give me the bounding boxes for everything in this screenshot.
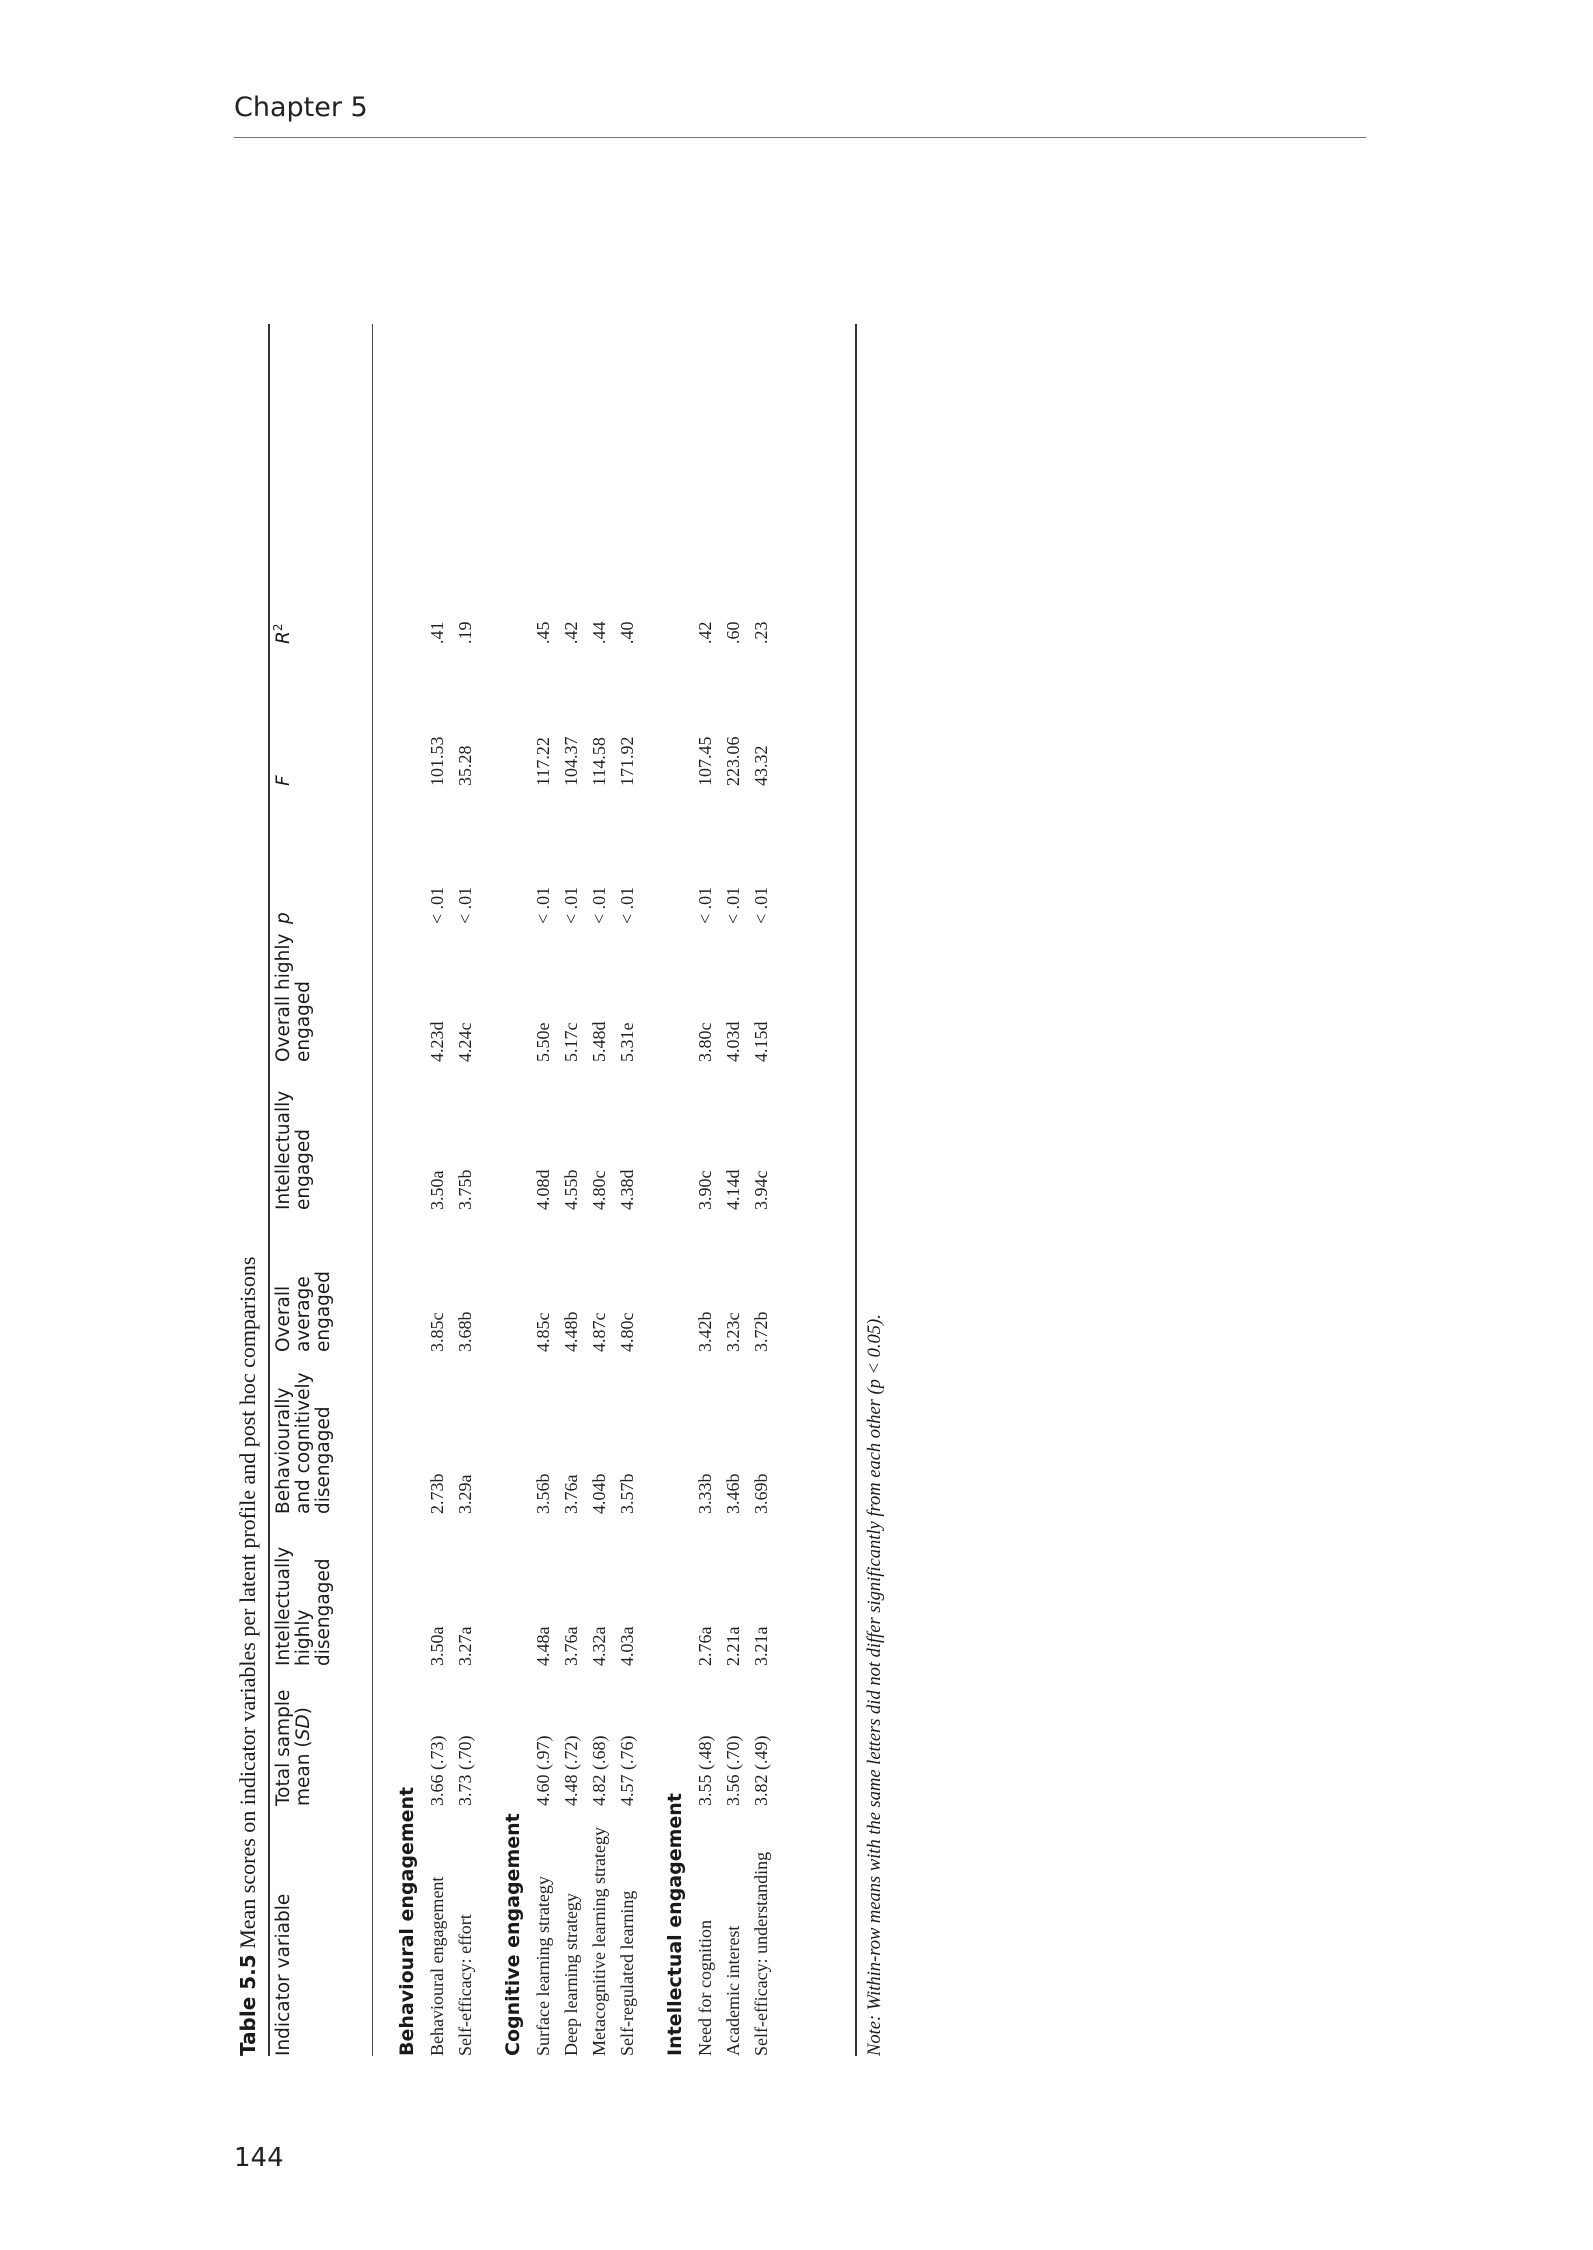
cell-c5: 3.50a	[427, 1170, 447, 1210]
cell-p: < .01	[695, 886, 715, 924]
cell-c2: 4.32a	[589, 1626, 609, 1666]
cell-c3: 3.33b	[695, 1473, 715, 1514]
cell-p: < .01	[751, 886, 771, 924]
cell-label: Metacognitive learning strategy	[589, 1827, 609, 2056]
group-title: Cognitive engagement	[502, 1813, 524, 2056]
cell-total: 4.60 (.97)	[533, 1735, 553, 1806]
cell-c4: 3.42b	[695, 1311, 715, 1352]
cell-c4: 3.72b	[751, 1311, 771, 1352]
cell-c5: 3.90c	[695, 1170, 715, 1210]
cell-c6: 4.03d	[723, 1021, 743, 1062]
cell-r2: .40	[617, 621, 637, 644]
header-r-squared	[270, 324, 372, 644]
cell-c6: 5.50e	[533, 1022, 553, 1062]
cell-r2: .45	[533, 621, 553, 644]
cell-c5: 4.80c	[589, 1170, 609, 1210]
cell-c3: 3.29a	[455, 1474, 475, 1514]
cell-c5: 3.75b	[455, 1169, 475, 1210]
cell-f: 35.28	[455, 745, 475, 786]
spacer-row	[642, 324, 664, 2056]
cell-total: 4.82 (.68)	[589, 1735, 609, 1806]
table-row	[424, 324, 452, 2056]
table-caption	[228, 106, 268, 2056]
cell-f: 114.58	[589, 737, 609, 786]
cell-f: 43.32	[751, 745, 771, 786]
table-row	[558, 324, 586, 2056]
cell-c2: 2.76a	[695, 1626, 715, 1666]
cell-c6: 5.17c	[561, 1022, 581, 1062]
cell-r2: .44	[589, 621, 609, 644]
cell-c6: 5.31e	[617, 1022, 637, 1062]
group-row-intellectual	[664, 324, 692, 2056]
rotated-table-block	[228, 106, 908, 2056]
cell-f: 104.37	[561, 736, 581, 786]
cell-total: 3.66 (.73)	[427, 1735, 447, 1806]
table-row	[748, 324, 776, 2056]
cell-c5: 4.08d	[533, 1169, 553, 1210]
cell-c6: 4.15d	[751, 1021, 771, 1062]
table-caption-label: Table 5.5	[236, 1954, 260, 2056]
header-r-sup: 2	[270, 623, 285, 632]
table-note: Note: Within-row means with the same letters did not differ significantly from each other (p < 0.05).	[865, 1314, 885, 2056]
header-total-mean-suffix: )	[293, 1707, 314, 1715]
cell-label: Self-efficacy: understanding	[751, 1851, 771, 2056]
cell-p: < .01	[561, 886, 581, 924]
table-bottom-rule	[855, 324, 857, 2056]
cell-c3: 3.76a	[561, 1474, 581, 1514]
cell-f: 171.92	[617, 736, 637, 786]
cell-c2: 3.76a	[561, 1626, 581, 1666]
cell-label: Need for cognition	[695, 1920, 715, 2056]
header-total-sample	[270, 1666, 372, 1806]
cell-r2: .42	[561, 621, 581, 644]
cell-c3: 2.73b	[427, 1473, 447, 1514]
cell-c6: 4.24c	[455, 1022, 475, 1062]
cell-total: 4.48 (.72)	[561, 1735, 581, 1806]
cell-c6: 4.23d	[427, 1021, 447, 1062]
cell-c4: 4.85c	[533, 1312, 553, 1352]
header-intellectually-highly-disengaged: Intellectually highly disengaged	[273, 1546, 334, 1666]
cell-c2: 3.21a	[751, 1626, 771, 1666]
cell-label: Deep learning strategy	[561, 1893, 581, 2056]
cell-c3: 3.46b	[723, 1473, 743, 1514]
cell-c2: 4.03a	[617, 1626, 637, 1666]
group-row-behavioural	[396, 324, 424, 2056]
cell-c6: 5.48d	[589, 1021, 609, 1062]
table-row	[452, 324, 480, 2056]
cell-c2: 3.50a	[427, 1626, 447, 1666]
cell-c4: 3.68b	[455, 1311, 475, 1352]
cell-p: < .01	[427, 886, 447, 924]
cell-r2: .60	[723, 621, 743, 644]
spacer-row	[480, 324, 502, 2056]
header-p: p	[273, 912, 294, 924]
gap-row	[372, 324, 396, 2056]
cell-f: 117.22	[533, 737, 553, 786]
table-caption-text: Mean scores on indicator variables per latent profile and post hoc comparisons	[235, 1256, 260, 1955]
header-total-sd: SD	[293, 1714, 314, 1741]
cell-c4: 3.23c	[723, 1312, 743, 1352]
cell-total: 3.73 (.70)	[455, 1735, 475, 1806]
cell-c5: 4.38d	[617, 1169, 637, 1210]
cell-c5: 3.94c	[751, 1170, 771, 1210]
table-row	[614, 324, 642, 2056]
cell-c4: 4.87c	[589, 1312, 609, 1352]
cell-p: < .01	[617, 886, 637, 924]
cell-total: 3.55 (.48)	[695, 1735, 715, 1806]
header-behaviourally-cognitively-disengaged: Behaviourally and cognitively disengaged	[273, 1372, 334, 1514]
cell-label: Surface learning strategy	[533, 1876, 553, 2056]
cell-label: Self-efficacy: effort	[455, 1914, 475, 2056]
cell-r2: .42	[695, 621, 715, 644]
group-title: Behavioural engagement	[396, 1786, 418, 2056]
cell-c3: 3.69b	[751, 1473, 771, 1514]
running-head: Chapter 5	[234, 92, 368, 123]
cell-total: 4.57 (.76)	[617, 1735, 637, 1806]
header-overall-average-engaged: Overall average engaged	[273, 1270, 334, 1352]
cell-p: < .01	[455, 886, 475, 924]
cell-label: Behavioural engagement	[427, 1876, 447, 2056]
header-indicator: Indicator variable	[273, 1893, 294, 2056]
cell-f: 223.06	[723, 736, 743, 786]
cell-c6: 3.80c	[695, 1022, 715, 1062]
cell-c3: 3.56b	[533, 1473, 553, 1514]
cell-label: Academic interest	[723, 1925, 743, 2056]
group-row-cognitive	[502, 324, 530, 2056]
cell-f: 101.53	[427, 736, 447, 786]
header-total-mean-prefix: mean (	[293, 1740, 314, 1806]
cell-c5: 4.55b	[561, 1169, 581, 1210]
cell-p: < .01	[533, 886, 553, 924]
cell-c4: 4.48b	[561, 1311, 581, 1352]
cell-label: Self-regulated learning	[617, 1890, 637, 2056]
cell-r2: .19	[455, 621, 475, 644]
cell-c2: 3.27a	[455, 1626, 475, 1666]
cell-total: 3.56 (.70)	[723, 1735, 743, 1806]
cell-r2: .23	[751, 621, 771, 644]
cell-c2: 2.21a	[723, 1626, 743, 1666]
cell-f: 107.45	[695, 736, 715, 786]
table-row	[530, 324, 558, 2056]
cell-c3: 4.04b	[589, 1473, 609, 1514]
cell-c4: 3.85c	[427, 1312, 447, 1352]
header-intellectually-engaged: Intellectually engaged	[273, 1090, 314, 1210]
header-f: F	[273, 775, 294, 786]
cell-c3: 3.57b	[617, 1473, 637, 1514]
table-row	[586, 324, 614, 2056]
header-r-base: R	[273, 631, 294, 644]
table-row	[692, 324, 720, 2056]
cell-c2: 4.48a	[533, 1626, 553, 1666]
cell-r2: .41	[427, 621, 447, 644]
cell-p: < .01	[589, 886, 609, 924]
cell-c5: 4.14d	[723, 1169, 743, 1210]
header-overall-highly-engaged: Overall highly engaged	[273, 933, 314, 1062]
group-title: Intellectual engagement	[664, 1793, 686, 2056]
table-row	[720, 324, 748, 2056]
cell-p: < .01	[723, 886, 743, 924]
cell-c4: 4.80c	[617, 1312, 637, 1352]
table-header-row	[270, 324, 372, 2056]
cell-total: 3.82 (.49)	[751, 1735, 771, 1806]
results-table	[270, 324, 776, 2056]
page-number: 144	[234, 2143, 284, 2173]
header-total-line1: Total sample	[273, 1689, 294, 1806]
